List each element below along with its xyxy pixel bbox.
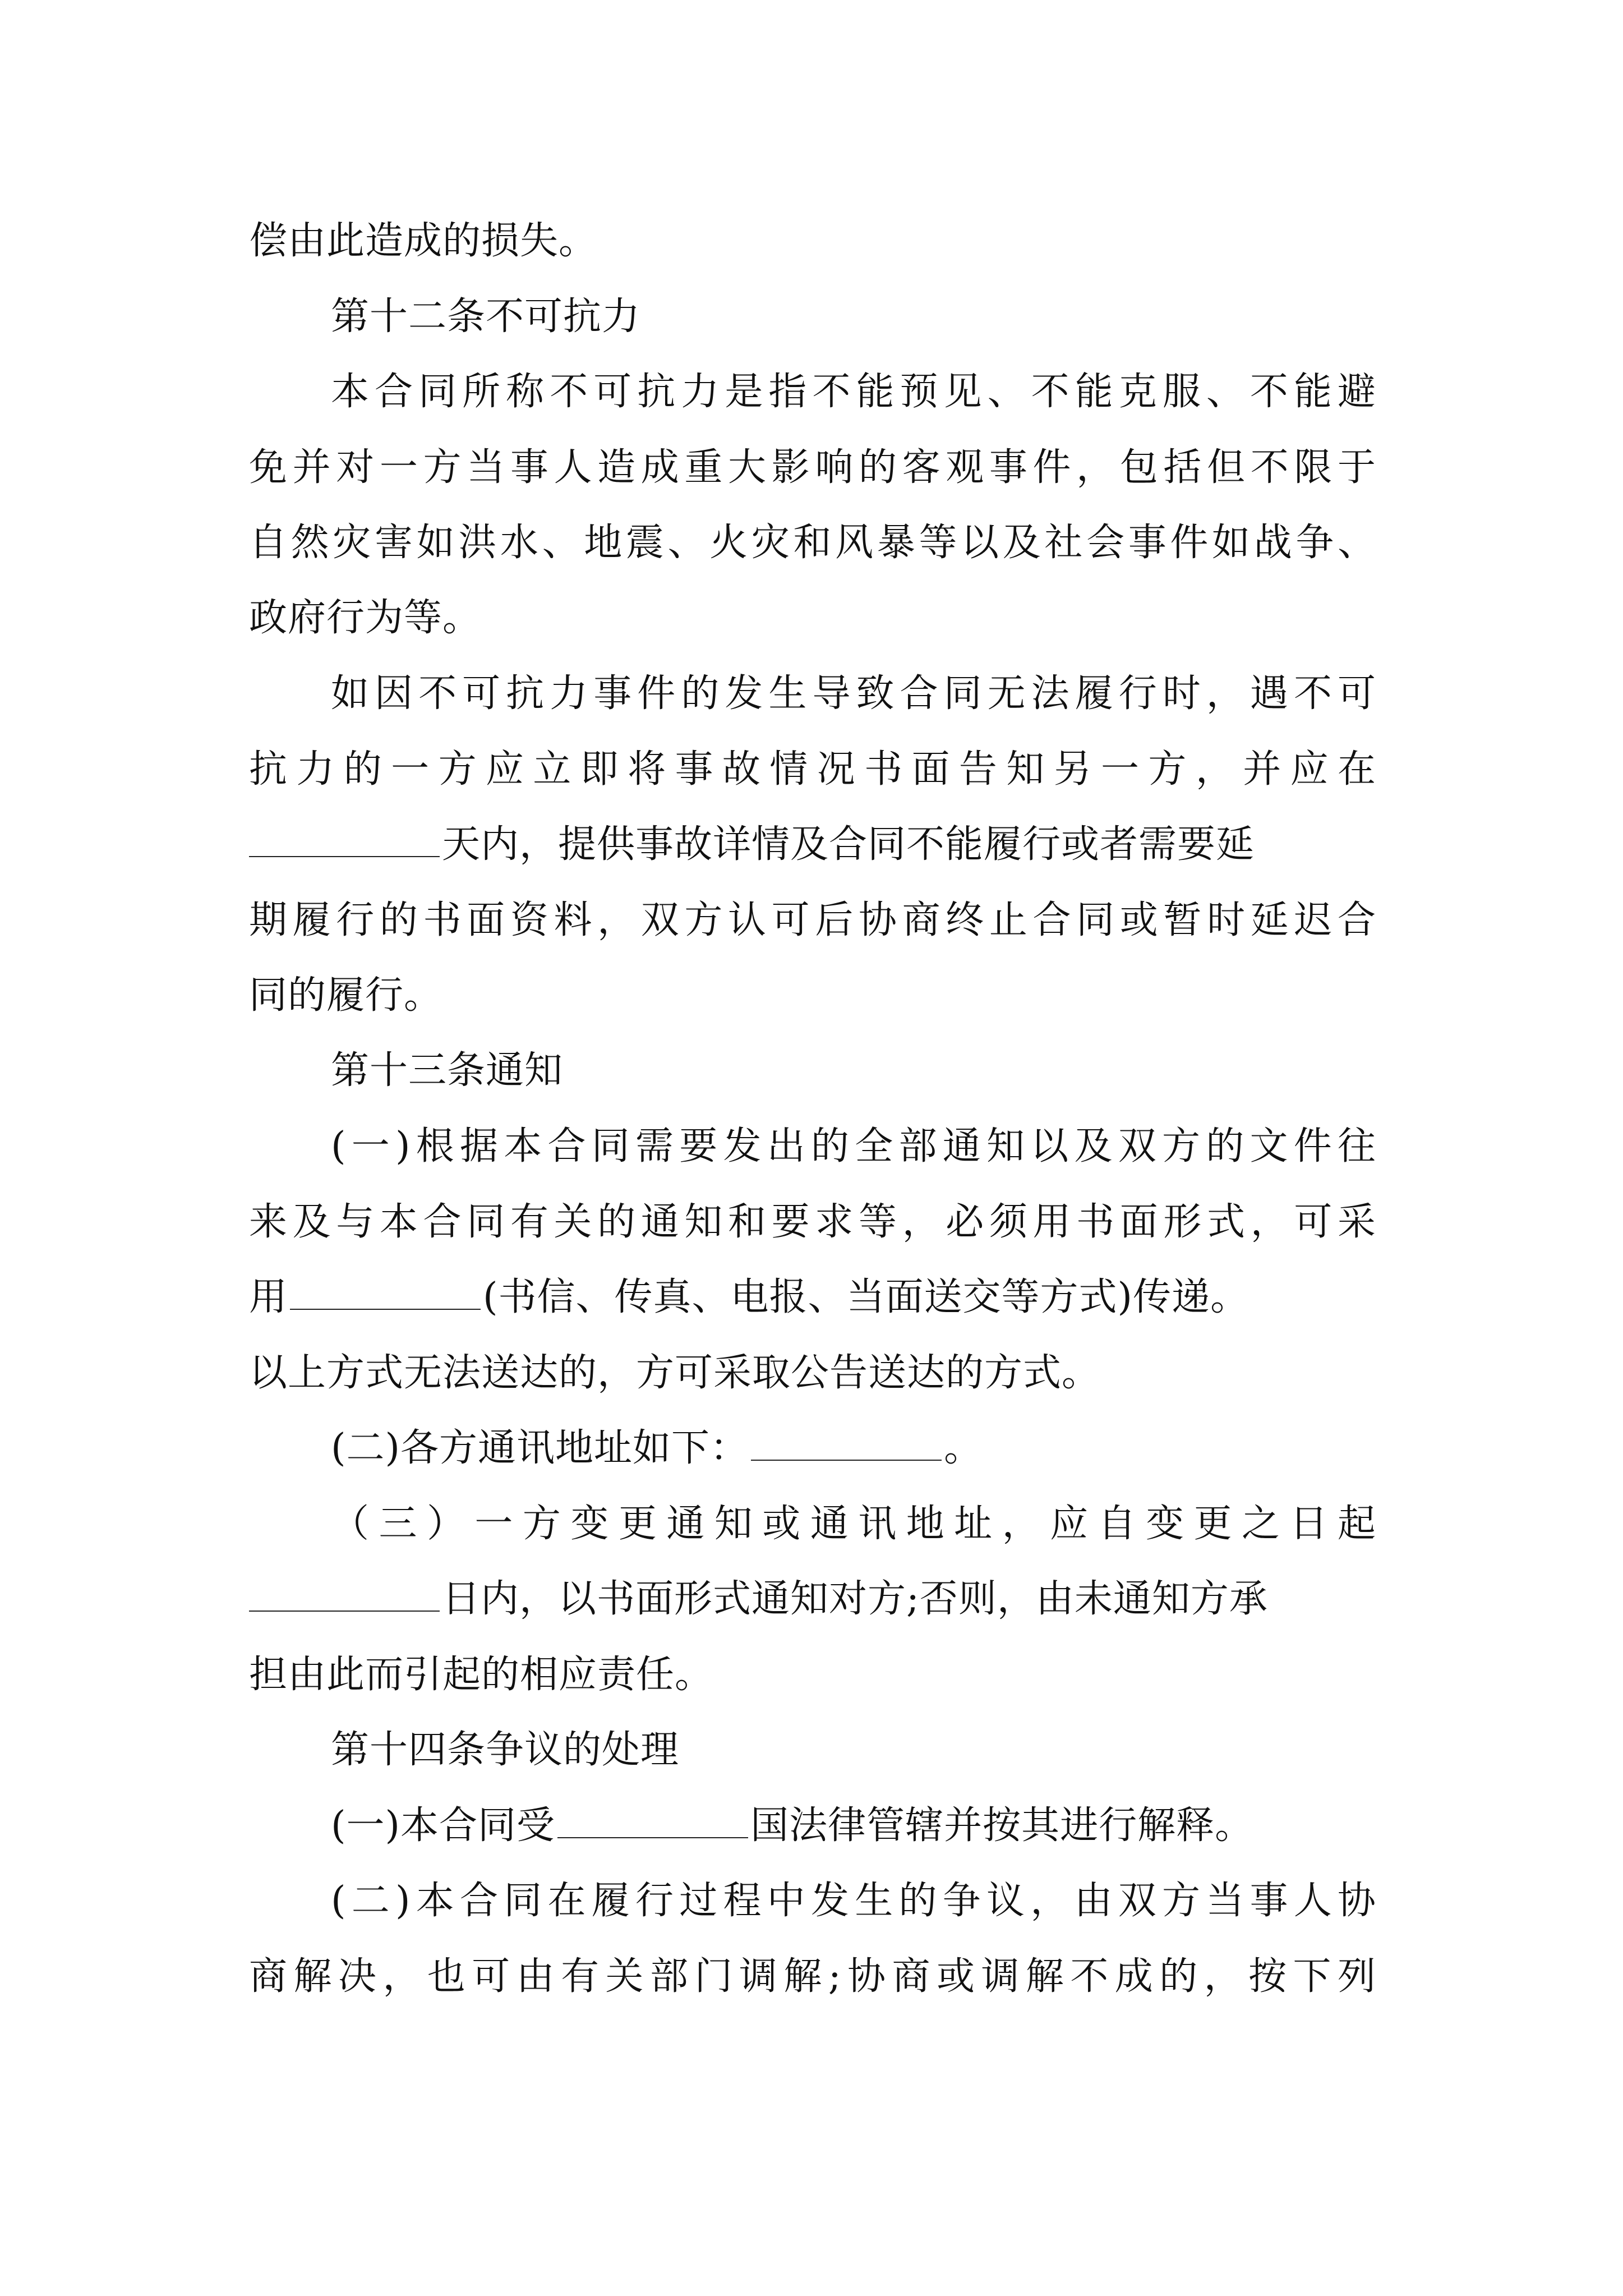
- text-line: 期履行的书面资料，双方认可后协商终止合同或暂时延迟合: [249, 898, 1376, 942]
- text-line: 以上方式无法送达的，方可采取公告送达的方式。: [249, 1351, 1101, 1395]
- text-line: (一)根据本合同需要发出的全部通知以及双方的文件往: [331, 1124, 1376, 1168]
- article-heading: 第十三条通知: [331, 1048, 564, 1093]
- text-line: 本合同所称不可抗力是指不能预见、不能克服、不能避: [331, 370, 1376, 414]
- text-segment: 天内，提供事故详情及合同不能履行或者需要延: [442, 822, 1255, 867]
- fill-in-blank: [751, 1425, 942, 1461]
- text-line: [249, 820, 1376, 870]
- fill-in-blank: [557, 1802, 748, 1838]
- text-line: 如因不可抗力事件的发生导致合同无法履行时，遇不可: [331, 671, 1376, 716]
- text-line: 偿由此造成的损失。: [249, 219, 598, 263]
- text-segment: 用: [249, 1275, 288, 1319]
- text-segment: (二)各方通讯地址如下：: [331, 1426, 749, 1470]
- text-segment: 国法律管辖并按其进行解释。: [750, 1803, 1254, 1848]
- text-line: (二)本合同在履行过程中发生的争议，由双方当事人协: [331, 1879, 1376, 1923]
- text-line: [331, 1423, 1376, 1474]
- text-segment: 日内，以书面形式通知对方;否则，由未通知方承: [442, 1577, 1268, 1621]
- article-heading: 第十二条不可抗力: [331, 295, 641, 339]
- text-line: [249, 1272, 1376, 1323]
- fill-in-blank: [249, 821, 440, 857]
- fill-in-blank: [290, 1274, 481, 1310]
- article-heading: 第十四条争议的处理: [331, 1728, 680, 1772]
- fill-in-blank: [249, 1576, 440, 1612]
- text-line: 自然灾害如洪水、地震、火灾和风暴等以及社会事件如战争、: [249, 521, 1376, 565]
- text-line: 来及与本合同有关的通知和要求等，必须用书面形式，可采: [249, 1200, 1376, 1244]
- text-segment: (书信、传真、电报、当面送交等方式)传递。: [483, 1275, 1249, 1319]
- text-segment: 。: [944, 1426, 983, 1470]
- text-line: 同的履行。: [249, 973, 443, 1018]
- text-line: （三）一方变更通知或通讯地址，应自变更之日起: [331, 1502, 1376, 1546]
- text-line: [249, 1574, 1376, 1625]
- text-line: 抗力的一方应立即将事故情况书面告知另一方，并应在: [249, 747, 1376, 792]
- text-line: 政府行为等。: [249, 596, 482, 640]
- text-line: [331, 1801, 1376, 1851]
- text-line: 担由此而引起的相应责任。: [249, 1653, 714, 1697]
- text-line: 免并对一方当事人造成重大影响的客观事件，包括但不限于: [249, 445, 1376, 490]
- text-line: 商解决，也可由有关部门调解;协商或调解不成的，按下列: [249, 1954, 1376, 1999]
- text-segment: (一)本合同受: [331, 1803, 556, 1848]
